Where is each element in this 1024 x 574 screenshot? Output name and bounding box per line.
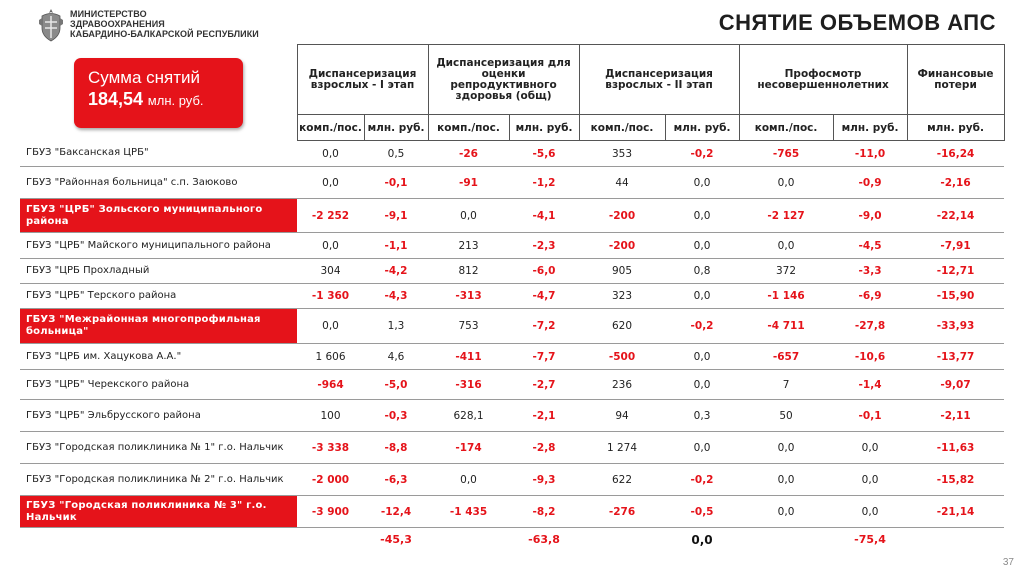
cell-value: -11,0 (833, 141, 907, 167)
facility-name: ГБУЗ "Межрайонная многопрофильная больница" (20, 309, 297, 344)
coat-of-arms-logo (38, 8, 64, 42)
cell-value: 0,0 (833, 496, 907, 528)
group-header-disp-2: Диспансеризация взрослых - II этап (579, 45, 739, 115)
facility-name: ГБУЗ "Баксанская ЦРБ" (20, 141, 297, 167)
cell-value: -9,3 (509, 464, 579, 496)
table-row (20, 309, 1004, 344)
table-row (20, 344, 1004, 370)
cell-value: -4,3 (364, 284, 428, 309)
cell-value: -33,93 (907, 309, 1004, 344)
page-number: 37 (1002, 557, 1014, 568)
cell-value: -27,8 (833, 309, 907, 344)
cell-value: 7 (739, 370, 833, 400)
cell-value: -4,1 (509, 199, 579, 233)
sub-header: комп./пос. (579, 115, 665, 141)
cell-value: 0,0 (739, 233, 833, 259)
cell-value: 94 (579, 400, 665, 432)
cell-value: -0,2 (665, 464, 739, 496)
cell-value: -91 (428, 167, 509, 199)
cell-value: 628,1 (428, 400, 509, 432)
total-disp-2: 0,0 (691, 532, 713, 547)
cell-value: -276 (579, 496, 665, 528)
cell-value: -13,77 (907, 344, 1004, 370)
cell-value: 304 (297, 259, 364, 284)
cell-value: -2 127 (739, 199, 833, 233)
cell-value: -4,7 (509, 284, 579, 309)
cell-value: -16,24 (907, 141, 1004, 167)
cell-value: 620 (579, 309, 665, 344)
cell-value: -12,4 (364, 496, 428, 528)
cell-value: -1,4 (833, 370, 907, 400)
cell-value: -15,90 (907, 284, 1004, 309)
cell-value: 353 (579, 141, 665, 167)
cell-value: -7,7 (509, 344, 579, 370)
cell-value: -0,1 (833, 400, 907, 432)
cell-value: -2 000 (297, 464, 364, 496)
cell-value: 0,0 (739, 496, 833, 528)
cell-value: 323 (579, 284, 665, 309)
group-header-disp-repro: Диспансеризация для оценки репродуктивного здоровья (общ) (428, 45, 579, 115)
cell-value: 0,0 (739, 432, 833, 464)
cell-value: 50 (739, 400, 833, 432)
cell-value: 0,5 (364, 141, 428, 167)
cell-value: 0,0 (833, 464, 907, 496)
cell-value: -500 (579, 344, 665, 370)
page-title: СНЯТИЕ ОБЪЕМОВ АПС (718, 10, 996, 35)
cell-value: -2,7 (509, 370, 579, 400)
cell-value: -3 338 (297, 432, 364, 464)
cell-value: -4,2 (364, 259, 428, 284)
ministry-line-2: ЗДРАВООХРАНЕНИЯ (70, 19, 165, 29)
table-row (20, 370, 1004, 400)
cell-value: 236 (579, 370, 665, 400)
sub-header: млн. руб. (364, 115, 428, 141)
facility-name: ГБУЗ "Городская поликлиника № 1" г.о. Нальчик (20, 432, 297, 464)
summary-unit: млн. руб. (147, 93, 204, 108)
sub-header: млн. руб. (509, 115, 579, 141)
table-row (20, 284, 1004, 309)
cell-value: -200 (579, 233, 665, 259)
cell-value: -22,14 (907, 199, 1004, 233)
total-disp-1: -45,3 (380, 533, 412, 547)
cell-value: -9,0 (833, 199, 907, 233)
total-prof: -75,4 (854, 533, 886, 547)
ministry-line-1: МИНИСТЕРСТВО (70, 9, 147, 19)
facility-name: ГБУЗ "ЦРБ" Терского района (20, 284, 297, 309)
cell-value: 0,0 (665, 284, 739, 309)
cell-value: 0,0 (665, 199, 739, 233)
cell-value: 753 (428, 309, 509, 344)
cell-value: 100 (297, 400, 364, 432)
facility-name: ГБУЗ "ЦРБ" Майского муниципального района (20, 233, 297, 259)
cell-value: -7,2 (509, 309, 579, 344)
facility-name: ГБУЗ "Городская поликлиника № 2" г.о. Нальчик (20, 464, 297, 496)
sub-header: комп./пос. (297, 115, 364, 141)
sub-header: комп./пос. (739, 115, 833, 141)
cell-value: 0,0 (665, 167, 739, 199)
cell-value: -765 (739, 141, 833, 167)
summary-value: 184,54 (88, 89, 144, 109)
cell-value: 0,0 (297, 167, 364, 199)
cell-value: 622 (579, 464, 665, 496)
sub-header: млн. руб. (833, 115, 907, 141)
cell-value: -8,2 (509, 496, 579, 528)
cell-value: -21,14 (907, 496, 1004, 528)
cell-value: -657 (739, 344, 833, 370)
cell-value: -26 (428, 141, 509, 167)
summary-label: Сумма снятий (88, 68, 201, 87)
totals-row (20, 528, 1004, 552)
group-header-losses: Финансовые потери (907, 45, 1004, 115)
table-row (20, 400, 1004, 432)
cell-value: 0,0 (665, 344, 739, 370)
cell-value: 0,0 (833, 432, 907, 464)
cell-value: -1 146 (739, 284, 833, 309)
cell-value: -316 (428, 370, 509, 400)
sub-header: млн. руб. (665, 115, 739, 141)
cell-value: -10,6 (833, 344, 907, 370)
ministry-line-3: КАБАРДИНО-БАЛКАРСКОЙ РЕСПУБЛИКИ (70, 29, 259, 39)
cell-value: 0,3 (665, 400, 739, 432)
cell-value: -2,11 (907, 400, 1004, 432)
cell-value: -1,1 (364, 233, 428, 259)
cell-value: 0,0 (297, 141, 364, 167)
group-header-disp-1: Диспансеризация взрослых - I этап (297, 45, 428, 115)
cell-value: 0,0 (739, 464, 833, 496)
cell-value: -3,3 (833, 259, 907, 284)
cell-value: 0,0 (665, 432, 739, 464)
cell-value: -0,5 (665, 496, 739, 528)
cell-value: -0,1 (364, 167, 428, 199)
cell-value: -0,3 (364, 400, 428, 432)
cell-value: -200 (579, 199, 665, 233)
table-row (20, 464, 1004, 496)
cell-value: -4,5 (833, 233, 907, 259)
table-row (20, 167, 1004, 199)
cell-value: -9,1 (364, 199, 428, 233)
cell-value: -2,3 (509, 233, 579, 259)
cell-value: 1 274 (579, 432, 665, 464)
cell-value: -9,07 (907, 370, 1004, 400)
total-disp-repro: -63,8 (528, 533, 560, 547)
cell-value: -0,2 (665, 309, 739, 344)
cell-value: -411 (428, 344, 509, 370)
cell-value: -1,2 (509, 167, 579, 199)
table-row (20, 496, 1004, 528)
cell-value: -12,71 (907, 259, 1004, 284)
cell-value: -1 435 (428, 496, 509, 528)
table-row (20, 259, 1004, 284)
cell-value: -0,2 (665, 141, 739, 167)
cell-value: -5,6 (509, 141, 579, 167)
cell-value: 0,0 (665, 233, 739, 259)
sub-header: млн. руб. (907, 115, 1004, 141)
facility-name: ГБУЗ "Районная больница" с.п. Заюково (20, 167, 297, 199)
cell-value: 4,6 (364, 344, 428, 370)
cell-value: -5,0 (364, 370, 428, 400)
cell-value: -11,63 (907, 432, 1004, 464)
summary-card (74, 58, 243, 128)
facility-name: ГБУЗ "Городская поликлиника № 3" г.о. Нальчик (20, 496, 297, 528)
cell-value: -6,9 (833, 284, 907, 309)
cell-value: 0,0 (428, 199, 509, 233)
cell-value: 1,3 (364, 309, 428, 344)
table-row (20, 199, 1004, 233)
table-row (20, 233, 1004, 259)
cell-value: -4 711 (739, 309, 833, 344)
cell-value: -6,0 (509, 259, 579, 284)
facility-name: ГБУЗ "ЦРБ им. Хацукова А.А." (20, 344, 297, 370)
cell-value: 905 (579, 259, 665, 284)
cell-value: 0,0 (428, 464, 509, 496)
cell-value: 0,8 (665, 259, 739, 284)
facility-name: ГБУЗ "ЦРБ" Черекского района (20, 370, 297, 400)
cell-value: -174 (428, 432, 509, 464)
sub-header: комп./пос. (428, 115, 509, 141)
cell-value: -7,91 (907, 233, 1004, 259)
cell-value: 372 (739, 259, 833, 284)
table-row (20, 141, 1004, 167)
cell-value: -2,1 (509, 400, 579, 432)
cell-value: 213 (428, 233, 509, 259)
ministry-name (70, 9, 259, 39)
cell-value: 1 606 (297, 344, 364, 370)
group-header-prof: Профосмотр несовершеннолетних (739, 45, 907, 115)
table-row (20, 432, 1004, 464)
cell-value: -6,3 (364, 464, 428, 496)
cell-value: 812 (428, 259, 509, 284)
cell-value: -2 252 (297, 199, 364, 233)
cell-value: -1 360 (297, 284, 364, 309)
cell-value: -2,16 (907, 167, 1004, 199)
cell-value: -3 900 (297, 496, 364, 528)
cell-value: -2,8 (509, 432, 579, 464)
cell-value: 0,0 (739, 167, 833, 199)
cell-value: 0,0 (297, 233, 364, 259)
cell-value: 0,0 (665, 370, 739, 400)
cell-value: -964 (297, 370, 364, 400)
cell-value: -15,82 (907, 464, 1004, 496)
facility-name: ГБУЗ "ЦРБ" Эльбрусского района (20, 400, 297, 432)
cell-value: -8,8 (364, 432, 428, 464)
cell-value: 0,0 (297, 309, 364, 344)
cell-value: -313 (428, 284, 509, 309)
cell-value: -0,9 (833, 167, 907, 199)
facility-name: ГБУЗ "ЦРБ" Зольского муниципального района (20, 199, 297, 233)
facility-name: ГБУЗ "ЦРБ Прохладный (20, 259, 297, 284)
cell-value: 44 (579, 167, 665, 199)
